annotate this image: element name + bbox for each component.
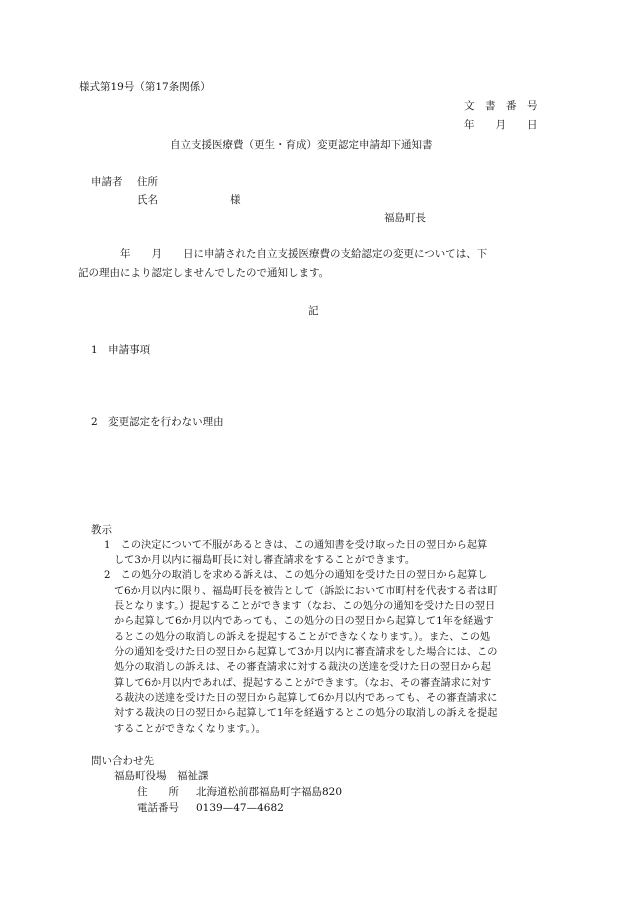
- notice-line: 長となります。）提起することができます（なお、この処分の通知を受けた日の翌日: [114, 601, 496, 612]
- notice-line: して3か月以内に福島町長に対し審査請求をすることができます。: [114, 555, 416, 566]
- section-reason: 2 変更認定を行わない理由: [91, 416, 224, 428]
- page-title: 自立支援医療費（更生・育成）変更認定申請却下通知書: [170, 139, 433, 151]
- contact-office: 福島町役場 福祉課: [114, 770, 209, 782]
- date-label: 年 月 日: [464, 119, 538, 131]
- notice-line: るとこの処分の取消しの訴えを提起することができなくなります。）。また、この処: [114, 632, 491, 643]
- contact-address: 北海道松前郡福島町字福島820: [196, 786, 343, 798]
- notice-line: することができなくなります。）。: [114, 724, 266, 735]
- notice-line: 対する裁決の日の翌日から起算して1年を経過するとこの処分の取消しの訴えを提起: [114, 708, 498, 719]
- notice-line: 1 この決定について不服があるときは、この通知書を受け取った日の翌日から起算: [104, 540, 488, 551]
- notification-body: [78, 245, 548, 282]
- notice-line: 分の通知を受けた日の翌日から起算して3か月以内に審査請求をした場合には、この: [114, 647, 498, 658]
- applicant-name-label: 氏名: [137, 194, 158, 206]
- notice-line: から起算して6か月以内であっても、この処分の日の翌日から起算して1年を経過す: [114, 616, 494, 627]
- notice-line: て6か月以内に限り、福島町長を被告として（訴訟において市町村を代表する者は町: [114, 586, 498, 597]
- notice-heading: 教示: [91, 524, 112, 536]
- form-number: 様式第19号（第17条関係）: [79, 81, 211, 93]
- applicant-address-label: 住所: [137, 176, 158, 188]
- body-line: 年 月 日に申請された自立支援医療費の支給認定の変更については、下: [78, 248, 488, 260]
- ki-heading: 記: [308, 305, 319, 317]
- body-line: 記の理由により認定しませんでしたので通知します。: [78, 266, 330, 279]
- notice-line: る裁決の送達を受けた日の翌日から起算して6か月以内であっても、その審査請求に: [114, 693, 498, 704]
- notice-line: 処分の取消しの訴えは、その審査請求に対する裁決の送達を受けた日の翌日から起: [114, 662, 491, 673]
- issuer-name: 福島町長: [384, 212, 426, 224]
- applicant-label: 申請者: [91, 176, 123, 188]
- contact-phone: 0139—47—4682: [196, 802, 284, 814]
- notice-line: 2 この処分の取消しを求める訴えは、この処分の通知を受けた日の翌日から起算し: [104, 570, 488, 581]
- document-number-label: 文 書 番 号: [464, 100, 538, 112]
- notice-line: 算して6か月以内であれば、提起することができます。（なお、その審査請求に対す: [114, 678, 492, 689]
- contact-heading: 問い合わせ先: [91, 755, 154, 767]
- contact-phone-label: 電話番号: [137, 802, 179, 814]
- honorific: 様: [230, 194, 241, 206]
- section-application-items: 1 申請事項: [91, 344, 151, 356]
- contact-address-label: 住 所: [137, 786, 179, 798]
